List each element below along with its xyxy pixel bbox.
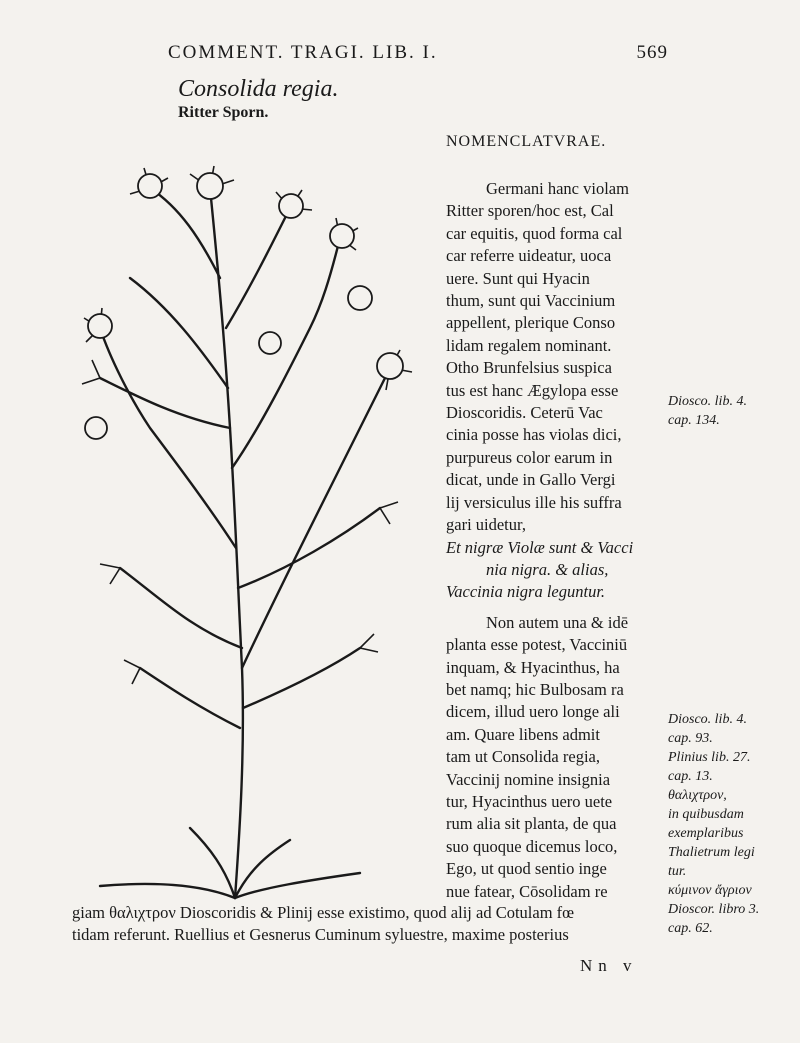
text-line: Non autem una & idē [486,612,629,632]
margin-note-line: κύμινον ἄγριον [668,883,752,898]
running-title: COMMENT. TRAGI. LIB. I. [168,42,438,63]
main-text-column [446,178,668,903]
text-line: uere. Sunt qui Hyacin [446,268,590,288]
text-line: Vaccinij nomine insignia [446,769,611,789]
text-line: Germani hanc violam [486,179,629,198]
margin-note-line: cap. 93. [668,731,713,746]
text-line: tus est hanc Ægylopa esse [446,380,619,400]
margin-note-line: cap. 134. [668,413,720,428]
text-line: car referre uideatur, uoca [446,246,612,266]
text-line: thum, sunt qui Vaccinium [446,291,616,311]
margin-note-line: tur. [668,864,687,879]
margin-note-dioscorides [668,392,798,430]
full-width-text [72,902,668,947]
text-line: giam θαλιχτρον Dioscoridis & Plinij esse existimo, quod alij ad Cotulam fœ [72,903,575,922]
margin-note-line: in quibusdam [668,807,744,822]
text-line: dicat, unde in Gallo Vergi [446,470,616,490]
text-line: tidam referunt. Ruellius et Gesnerus Cuminum syluestre, maxime posterius [72,925,569,945]
margin-note-line: θαλιχτρον, [668,788,727,803]
margin-note-line: Diosco. lib. 4. [668,394,747,409]
text-line: lij versiculus ille his suffra [446,492,622,512]
text-line: nia nigra. & alias, [486,559,609,579]
paragraph-gap [446,604,668,612]
text-line: gari uidetur, [446,515,526,535]
text-line: inquam, & Hyacinthus, ha [446,657,620,677]
text-line: Et nigræ Violæ sunt & Vacci [446,537,634,557]
text-line: am. Quare libens admit [446,724,600,744]
text-line: rum alia sit planta, de qua [446,814,617,834]
margin-note-line: Thalietrum legi [668,845,755,860]
text-line: Ego, ut quod sentio inge [446,859,607,879]
text-line: purpureus color earum in [446,447,613,467]
margin-note-line: exemplaribus [668,826,744,841]
margin-note-references [668,710,798,938]
plant-subtitle: Ritter Sporn. [178,104,269,121]
text-line: planta esse potest, Vacciniū [446,635,628,655]
signature-mark: Nn v [580,956,638,975]
page-number: 569 [636,42,668,63]
text-line: cinia posse has violas dici, [446,425,622,445]
text-line: Otho Brunfelsius suspica [446,358,612,378]
text-line: car equitis, quod forma cal [446,223,623,243]
text-line: bet namq; hic Bulbosam ra [446,679,624,699]
section-heading: NOMENCLATVRAE. [446,133,607,150]
text-line: tur, Hyacinthus uero uete [446,791,613,811]
margin-note-line: Dioscor. libro 3. [668,902,760,917]
text-line: Vaccinia nigra leguntur. [446,582,606,602]
margin-note-line: Plinius lib. 27. [668,750,751,765]
plant-title: Consolida regia. [178,76,339,102]
text-line: dicem, illud uero longe ali [446,702,620,722]
woodcut-plant-illustration [60,128,440,908]
margin-note-line: cap. 62. [668,921,713,936]
text-line: Dioscoridis. Ceterū Vac [446,403,603,423]
margin-note-line: cap. 13. [668,769,713,784]
text-line: suo quoque dicemus loco, [446,836,618,856]
text-line: Ritter sporen/hoc est, Cal [446,201,614,221]
text-line: appellent, plerique Conso [446,313,616,333]
text-line: nue fatear, Cōsolidam re [446,881,608,901]
text-line: lidam regalem nominant. [446,335,612,355]
margin-note-line: Diosco. lib. 4. [668,712,747,727]
text-line: tam ut Consolida regia, [446,747,600,767]
